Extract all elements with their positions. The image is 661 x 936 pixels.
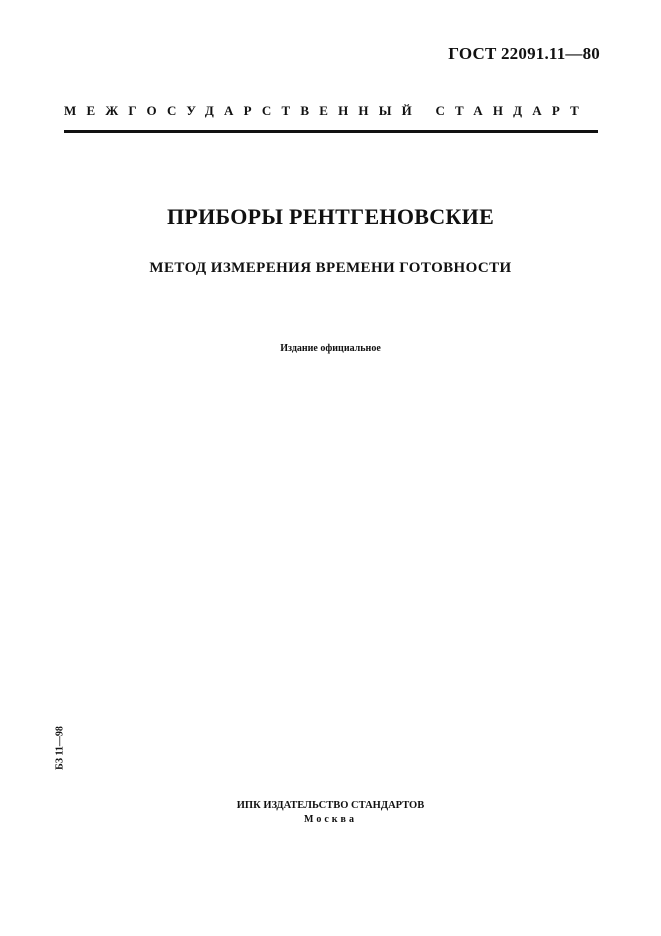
publisher-city: Москва: [304, 814, 357, 825]
side-code: БЗ 11—98: [54, 726, 66, 770]
header-divider: [64, 130, 598, 133]
edition-note: Издание официальное: [280, 343, 381, 354]
publisher-name: ИПК ИЗДАТЕЛЬСТВО СТАНДАРТОВ: [236, 800, 425, 811]
document-number: ГОСТ 22091.11—80: [448, 44, 600, 63]
standard-type-heading: МЕЖГОСУДАРСТВЕННЫЙ СТАНДАРТ: [64, 103, 590, 118]
subtitle: МЕТОД ИЗМЕРЕНИЯ ВРЕМЕНИ ГОТОВНОСТИ: [149, 260, 512, 276]
main-title: ПРИБОРЫ РЕНТГЕНОВСКИЕ: [166, 204, 495, 229]
